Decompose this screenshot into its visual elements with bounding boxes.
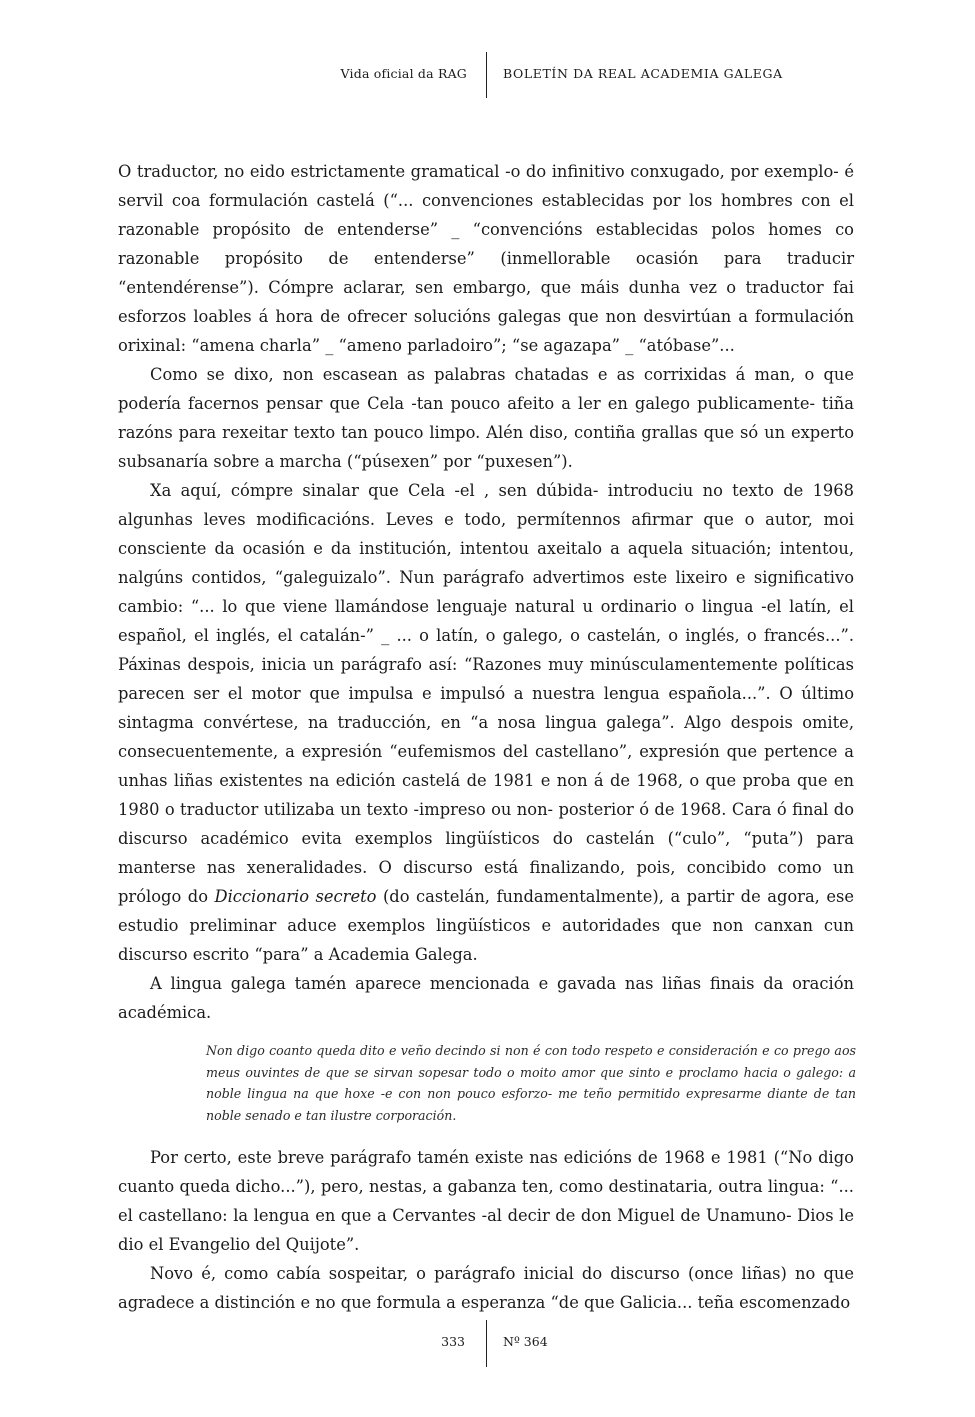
running-footer	[0, 1320, 975, 1370]
paragraph-1: O traductor, no eido estrictamente gramatical -o do infinitivo conxugado, por exemplo- é servil coa formulación castelá (“... convenciones establecidas por los hombres con el razonable propósito de entenderse” _ “convencións establecidas polos homes co razonable propósito de entenderse” (inmellorable ocasión para traducir “entendérense”). Cómpre aclarar, sen embargo, que máis dunha vez o traductor fai esforzos loables á hora de ofrecer solucións galegas que non desvirtúan a formulación orixinal: “amena charla” _ “ameno parladoiro”; “se agazapa” _ “atóbase”...	[118, 162, 854, 355]
article-body	[118, 157, 854, 1317]
paragraph-2: Como se dixo, non escasean as palabras chatadas e as corrixidas á man, o que podería facernos pensar que Cela -tan pouco afeito a ler en galego publicamente- tiña razóns para rexeitar texto tan pouco limpo. Alén diso, contiña grallas que só un experto subsanaría sobre a marcha (“púsexen” por “puxesen”).	[118, 365, 854, 471]
block-quote	[206, 1040, 856, 1126]
quote-text: Non digo coanto queda dito e veño decindo si non é con todo respeto e consideración e co prego aos meus ouvintes de que se sirvan sopesar todo o moito amor que sinto e proclamo hacia o galego: a noble lingua na que hoxe -e con non pouco esforzo- me teño permitido expresarme diante de tan noble senado e tan ilustre corporación.	[206, 1043, 856, 1123]
header-journal-title: BOLETÍN DA REAL ACADEMIA GALEGA	[503, 66, 783, 81]
book-title: Diccionario secreto	[214, 887, 377, 906]
paragraph-3	[118, 476, 854, 969]
header-divider	[486, 52, 487, 98]
paragraph-4: A lingua galega tamén aparece mencionada e gavada nas liñas finais da oración académica.	[118, 974, 854, 1022]
paragraph-3-part-a: Xa aquí, cómpre sinalar que Cela -el , sen dúbida- introduciu no texto de 1968 algunhas leves modificacións. Leves e todo, permítennos afirmar que o autor, moi consciente da ocasión e da institución, intentou axeitalo a aquela situación; intentou, nalgúns contidos, “galeguizalo”. Nun parágrafo advertimos este lixeiro e significativo cambio: “... lo que viene llamándose lenguaje natural u ordinario o lingua -el latín, el español, el inglés, el catalán-” _ ... o latín, o galego, o castelán, o inglés, o francés...”. Páxinas despois, inicia un parágrafo así: “Razones muy minúsculamentemente políticas parecen ser el motor que impulsa e impulsó a nuestra lengua española...”. O último sintagma convértese, na traducción, en “a nosa lingua galega”. Algo despois omite, consecuentemente, a expresión “eufemismos del castellano”, expresión que pertence a unhas liñas existentes na edición castelá de 1981 e non á de 1968, o que proba que en 1980 o traductor utilizaba un texto -impreso ou non- posterior ó de 1968. Cara ó final do discurso académico evita exemplos lingüísticos do castelán (“culo”, “puta”) para manterse nas xeneralidades. O discurso está finalizando, pois, concibido como un prólogo do	[118, 481, 854, 906]
header-section: Vida oficial da RAG	[340, 66, 467, 81]
page-number: 333	[441, 1334, 465, 1349]
paragraph-6: Novo é, como cabía sospeitar, o parágrafo inicial do discurso (once liñas) no que agradece a distinción e no que formula a esperanza “de que Galicia... teña escomenzado	[118, 1264, 854, 1312]
running-header	[0, 52, 975, 100]
footer-divider	[486, 1320, 487, 1367]
paragraph-5: Por certo, este breve parágrafo tamén existe nas edicións de 1968 e 1981 (“No digo cuanto queda dicho...”), pero, nestas, a gabanza ten, como destinataria, outra lingua: “... el castellano: la lengua en que a Cervantes -al decir de don Miguel de Unamuno- Dios le dio el Evangelio del Quijote”.	[118, 1148, 854, 1254]
issue-number: Nº 364	[503, 1334, 548, 1349]
paragraph-3-part-b: (do castelán, fundamentalmente), a partir de agora, ese estudio preliminar aduce exemplos lingüísticos e autoridades que non canxan cun discurso escrito “para” a Academia Galega.	[118, 887, 854, 964]
